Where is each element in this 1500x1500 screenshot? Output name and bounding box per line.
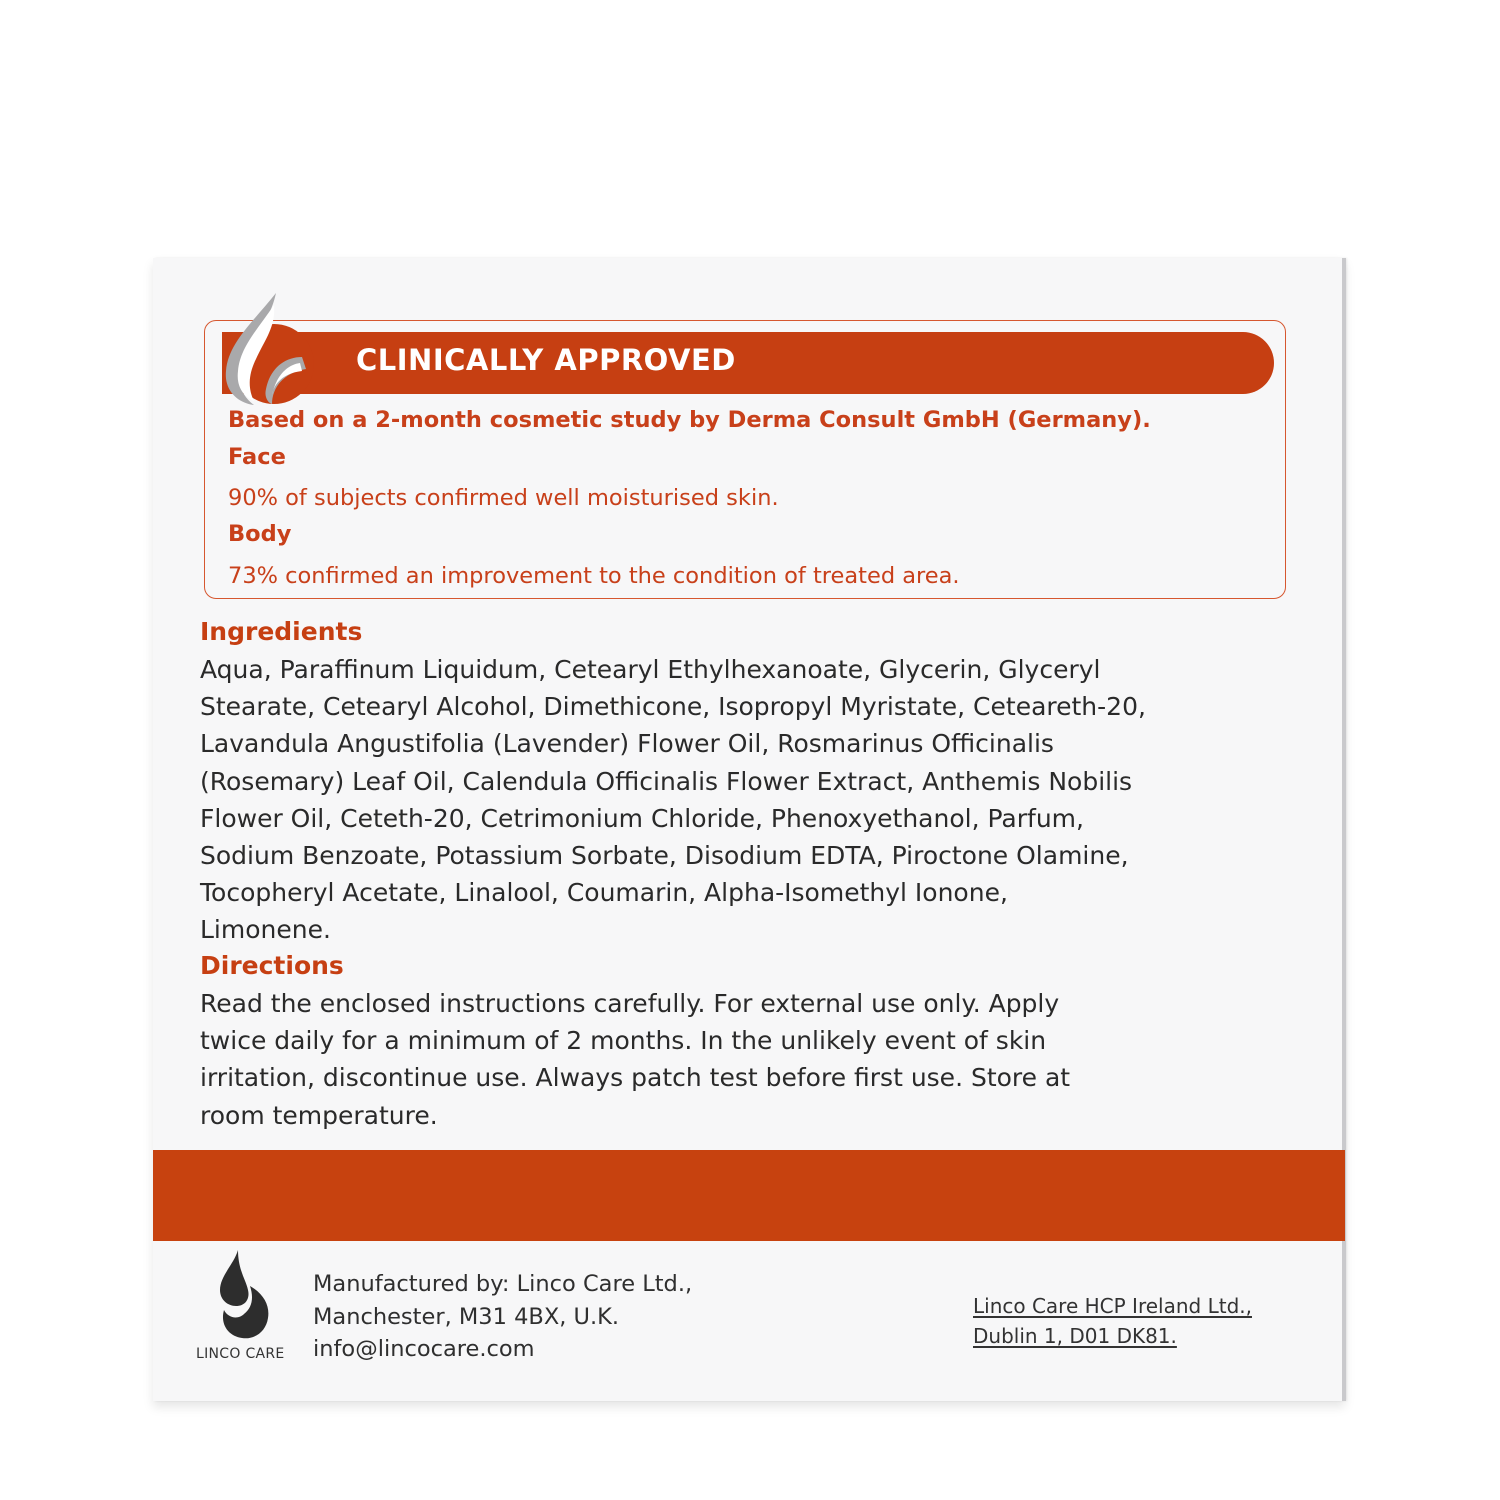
- ireland-address: [973, 1291, 1252, 1351]
- ingredients-line: Lavandula Angustifolia (Lavender) Flower Oil, Rosmarinus Officinalis: [200, 729, 1054, 759]
- ingredients-line: Sodium Benzoate, Potassium Sorbate, Disodium EDTA, Piroctone Olamine,: [200, 841, 1129, 871]
- ingredients-line: Flower Oil, Ceteth-20, Cetrimonium Chloride, Phenoxyethanol, Parfum,: [200, 803, 1084, 833]
- ireland-company: Linco Care HCP Ireland Ltd.,: [973, 1294, 1252, 1318]
- manufacturer-name: Manufactured by: Linco Care Ltd.,: [313, 1271, 693, 1297]
- body-heading: Body: [228, 521, 292, 547]
- manufacturer-block: [313, 1268, 692, 1366]
- ingredients-line: Stearate, Cetearyl Alcohol, Dimethicone, Isopropyl Myristate, Ceteareth-20,: [200, 692, 1146, 722]
- directions-heading: Directions: [200, 951, 344, 980]
- directions-text: [200, 985, 1070, 1134]
- directions-line: Read the enclosed instructions carefully. For external use only. Apply: [200, 989, 1060, 1018]
- ingredients-line: Aqua, Paraffinum Liquidum, Cetearyl Ethylhexanoate, Glycerin, Glyceryl: [200, 655, 1101, 684]
- ingredients-list: [200, 651, 1146, 949]
- manufacturer-email: info@lincocare.com: [313, 1336, 535, 1362]
- brand-stripe: [153, 1150, 1345, 1241]
- directions-line: irritation, discontinue use. Always patch test before first use. Store at: [200, 1063, 1071, 1093]
- face-result: 90% of subjects confirmed well moisturised skin.: [228, 485, 779, 511]
- study-statement: Based on a 2-month cosmetic study by Derma Consult GmbH (Germany).: [228, 407, 1151, 433]
- ireland-city: Dublin 1, D01 DK81.: [973, 1324, 1177, 1348]
- manufacturer-city: Manchester, M31 4BX, U.K.: [313, 1303, 620, 1330]
- ingredients-line: Tocopheryl Acetate, Linalool, Coumarin, Alpha-Isomethyl Ionone,: [200, 878, 1008, 908]
- water-drop-icon: [214, 291, 324, 411]
- body-result: 73% confirmed an improvement to the condition of treated area.: [228, 563, 960, 589]
- directions-line: twice daily for a minimum of 2 months. In the unlikely event of skin: [200, 1026, 1047, 1056]
- face-heading: Face: [228, 444, 286, 470]
- ingredients-heading: Ingredients: [200, 617, 363, 646]
- drop-logo-icon: [216, 1250, 272, 1340]
- directions-line: room temperature.: [200, 1100, 438, 1130]
- ingredients-line: Limonene.: [200, 915, 331, 945]
- ingredients-line: (Rosemary) Leaf Oil, Calendula Officinalis Flower Extract, Anthemis Nobilis: [200, 766, 1133, 796]
- brand-logo-text: LINCO CARE: [196, 1346, 285, 1362]
- clinical-claim-title: CLINICALLY APPROVED: [356, 343, 736, 377]
